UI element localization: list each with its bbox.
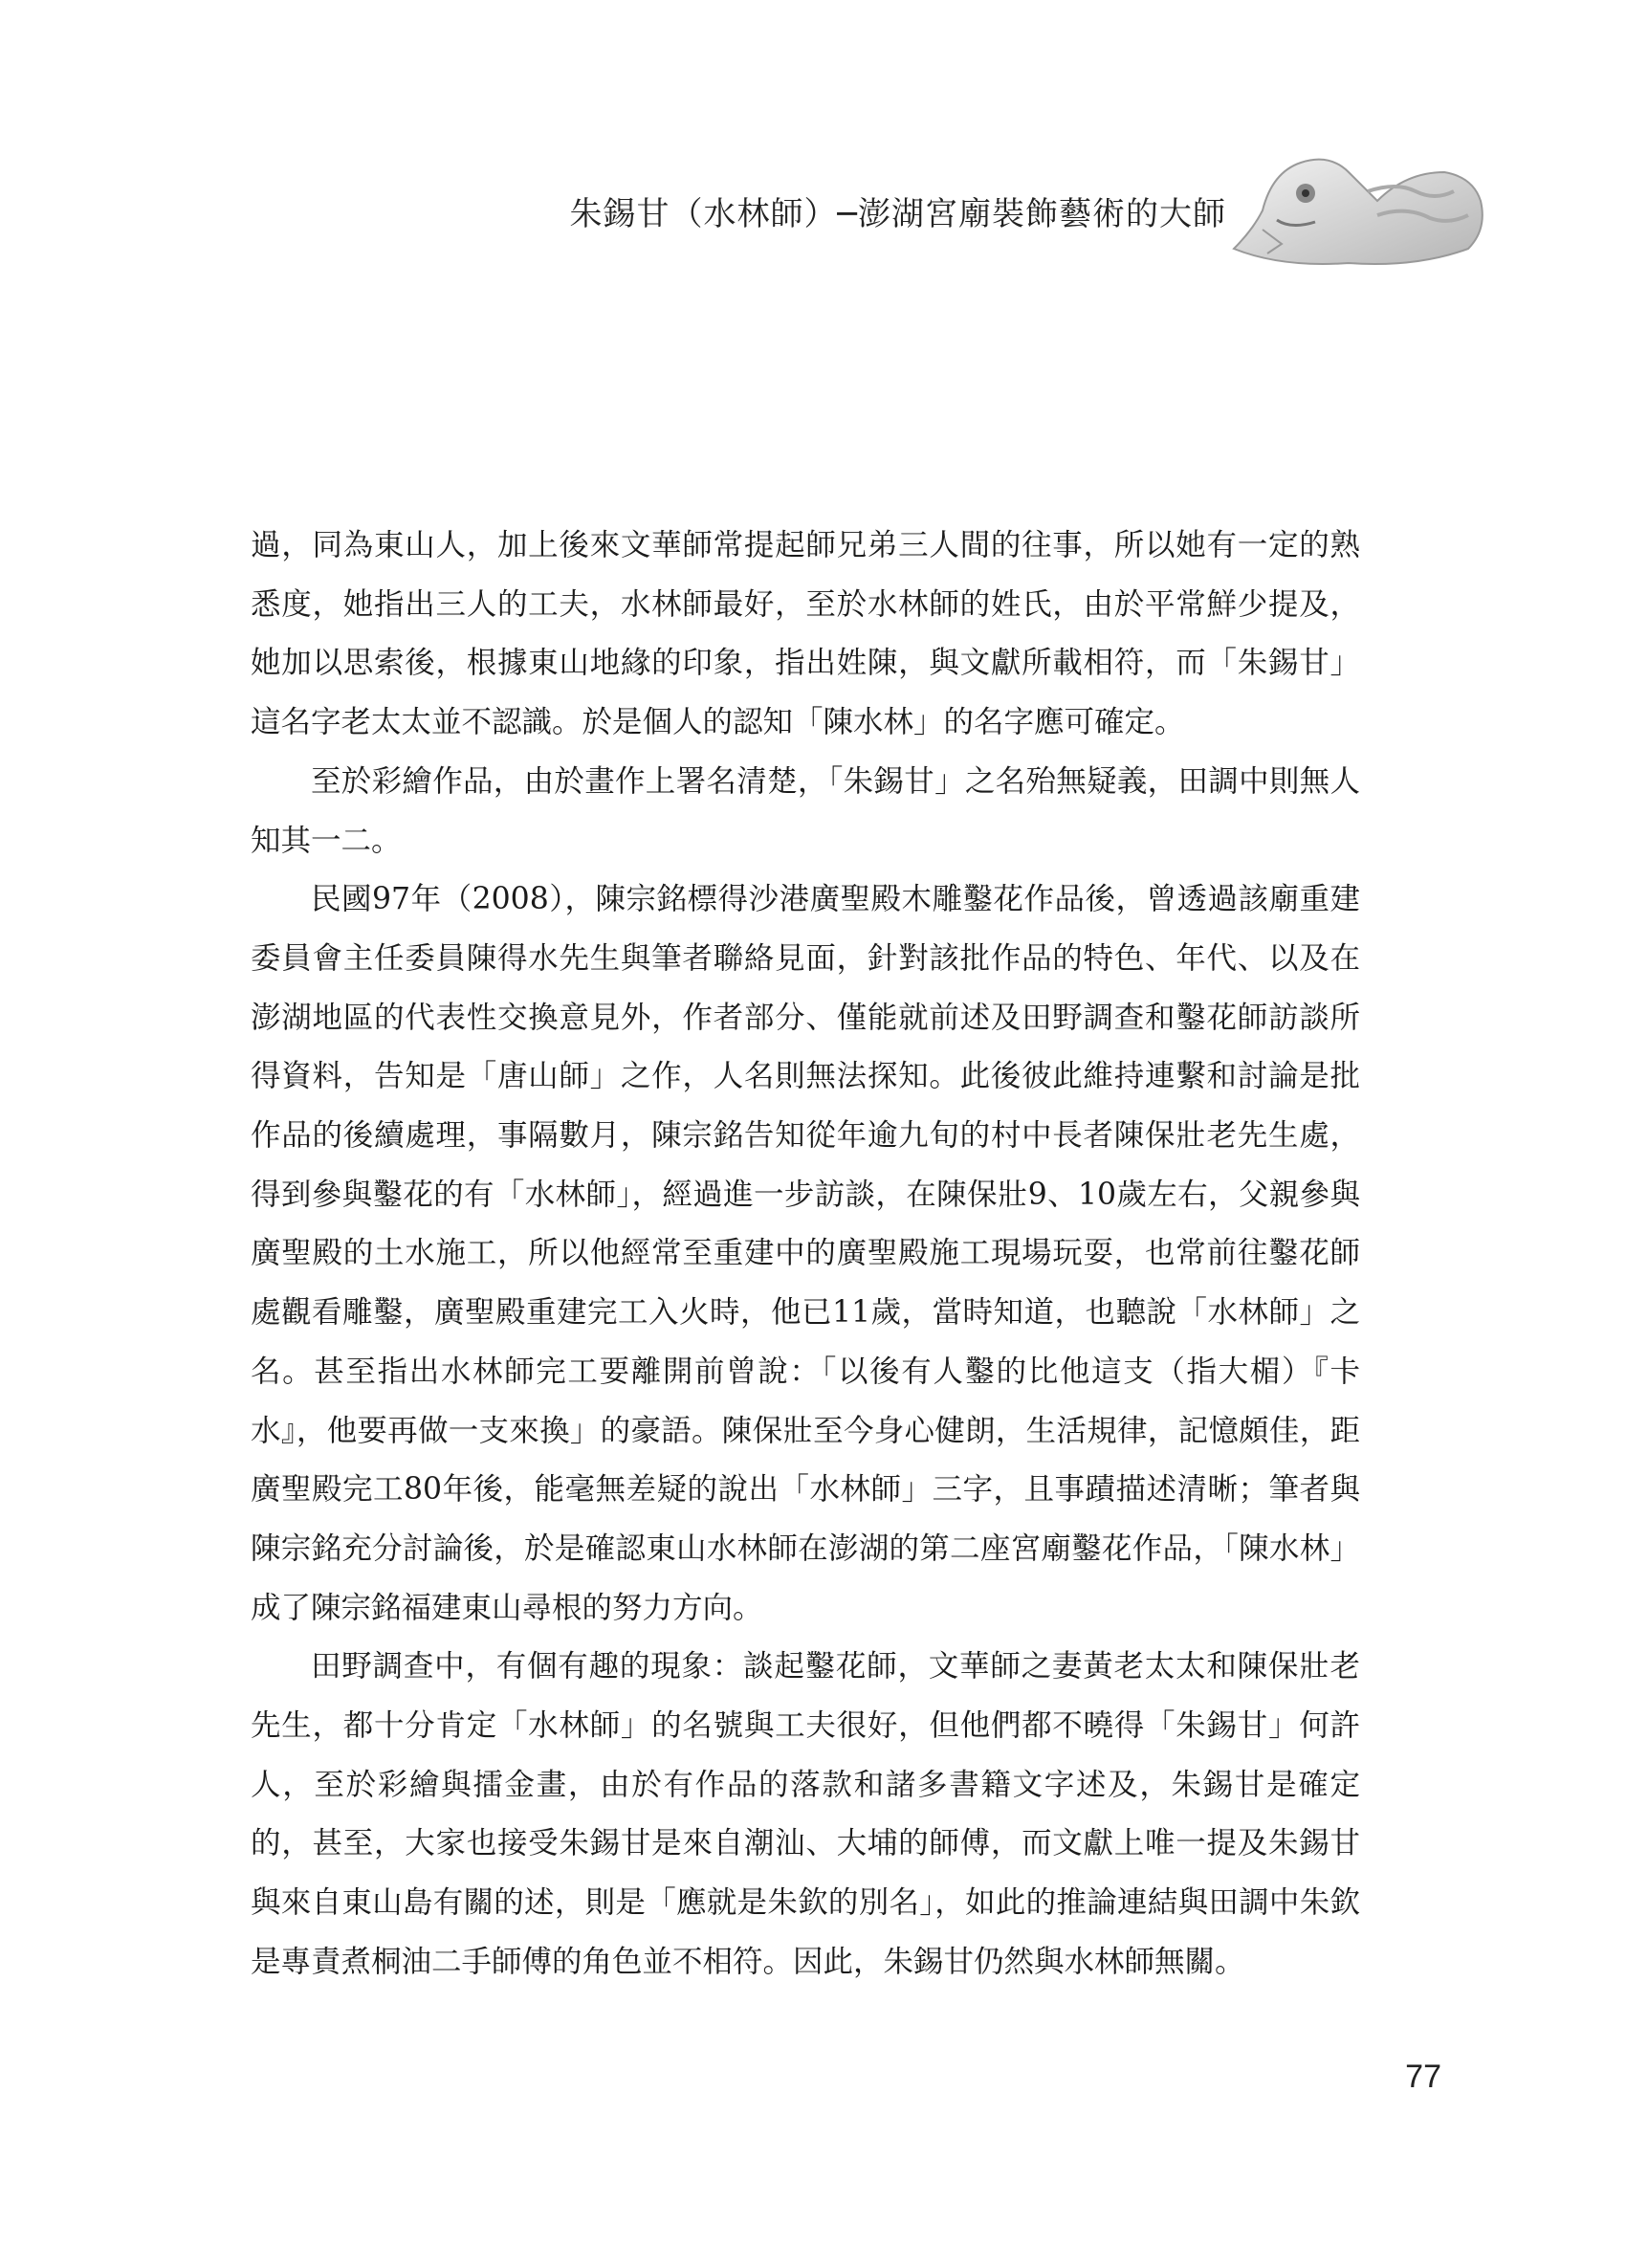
- stone-lion-icon: [1224, 134, 1492, 277]
- body-text: [251, 517, 1360, 1993]
- paragraph-3: 民國97年（2008），陳宗銘標得沙港廣聖殿木雕鑿花作品後，曾透過該廟重建委員會主任委員陳得水先生與筆者聯絡見面，針對該批作品的特色、年代、以及在澎湖地區的代表性交換意見外，作者部分、僅能就前述及田野調查和鑿花師訪談所得資料，告知是「唐山師」之作，人名則無法探知。此後彼此維持連繫和討論是批作品的後續處理，事隔數月，陳宗銘告知從年逾九旬的村中長者陳保壯老先生處，得到參與鑿花的有「水林師」，經過進一步訪談，在陳保壯9、10歲左右，父親參與廣聖殿的土水施工，所以他經常至重建中的廣聖殿施工現場玩耍，也常前往鑿花師處觀看雕鑿，廣聖殿重建完工入火時，他已11歲，當時知道，也聽說「水林師」之名。甚至指出水林師完工要離開前曾說：「以後有人鑿的比他這支（指大楣）『卡水』，他要再做一支來換」的豪語。陳保壯至今身心健朗，生活規律，記憶頗佳，距廣聖殿完工80年後，能毫無差疑的說出「水林師」三字，且事蹟描述清晰；筆者與陳宗銘充分討論後，於是確認東山水林師在澎湖的第二座宮廟鑿花作品，「陳水林」成了陳宗銘福建東山尋根的努力方向。: [251, 882, 1360, 1625]
- paragraph-1: 過，同為東山人，加上後來文華師常提起師兄弟三人間的往事，所以她有一定的熟悉度，她指出三人的工夫，水林師最好，至於水林師的姓氏，由於平常鮮少提及，她加以思索後，根據東山地緣的印象，指出姓陳，與文獻所載相符，而「朱錫甘」這名字老太太並不認識。於是個人的認知「陳水林」的名字應可確定。: [251, 528, 1360, 740]
- page-number: 77: [1405, 2059, 1441, 2095]
- paragraph-2: 至於彩繪作品，由於畫作上署名清楚，「朱錫甘」之名殆無疑義，田調中則無人知其一二。: [251, 763, 1360, 858]
- paragraph-4: 田野調查中，有個有趣的現象：談起鑿花師，文華師之妻黃老太太和陳保壯老先生，都十分肯定「水林師」的名號與工夫很好，但他們都不曉得「朱錫甘」何許人，至於彩繪與擂金畫，由於有作品的落款和諸多書籍文字述及，朱錫甘是確定的，甚至，大家也接受朱錫甘是來自潮汕、大埔的師傅，而文獻上唯一提及朱錫甘與來自東山島有關的述，則是「應就是朱欽的別名」，如此的推論連結與田調中朱欽是專責煮桐油二手師傅的角色並不相符。因此，朱錫甘仍然與水林師無關。: [251, 1649, 1360, 1979]
- running-header: 朱錫甘（水林師）─澎湖宮廟裝飾藝術的大師: [569, 195, 1226, 233]
